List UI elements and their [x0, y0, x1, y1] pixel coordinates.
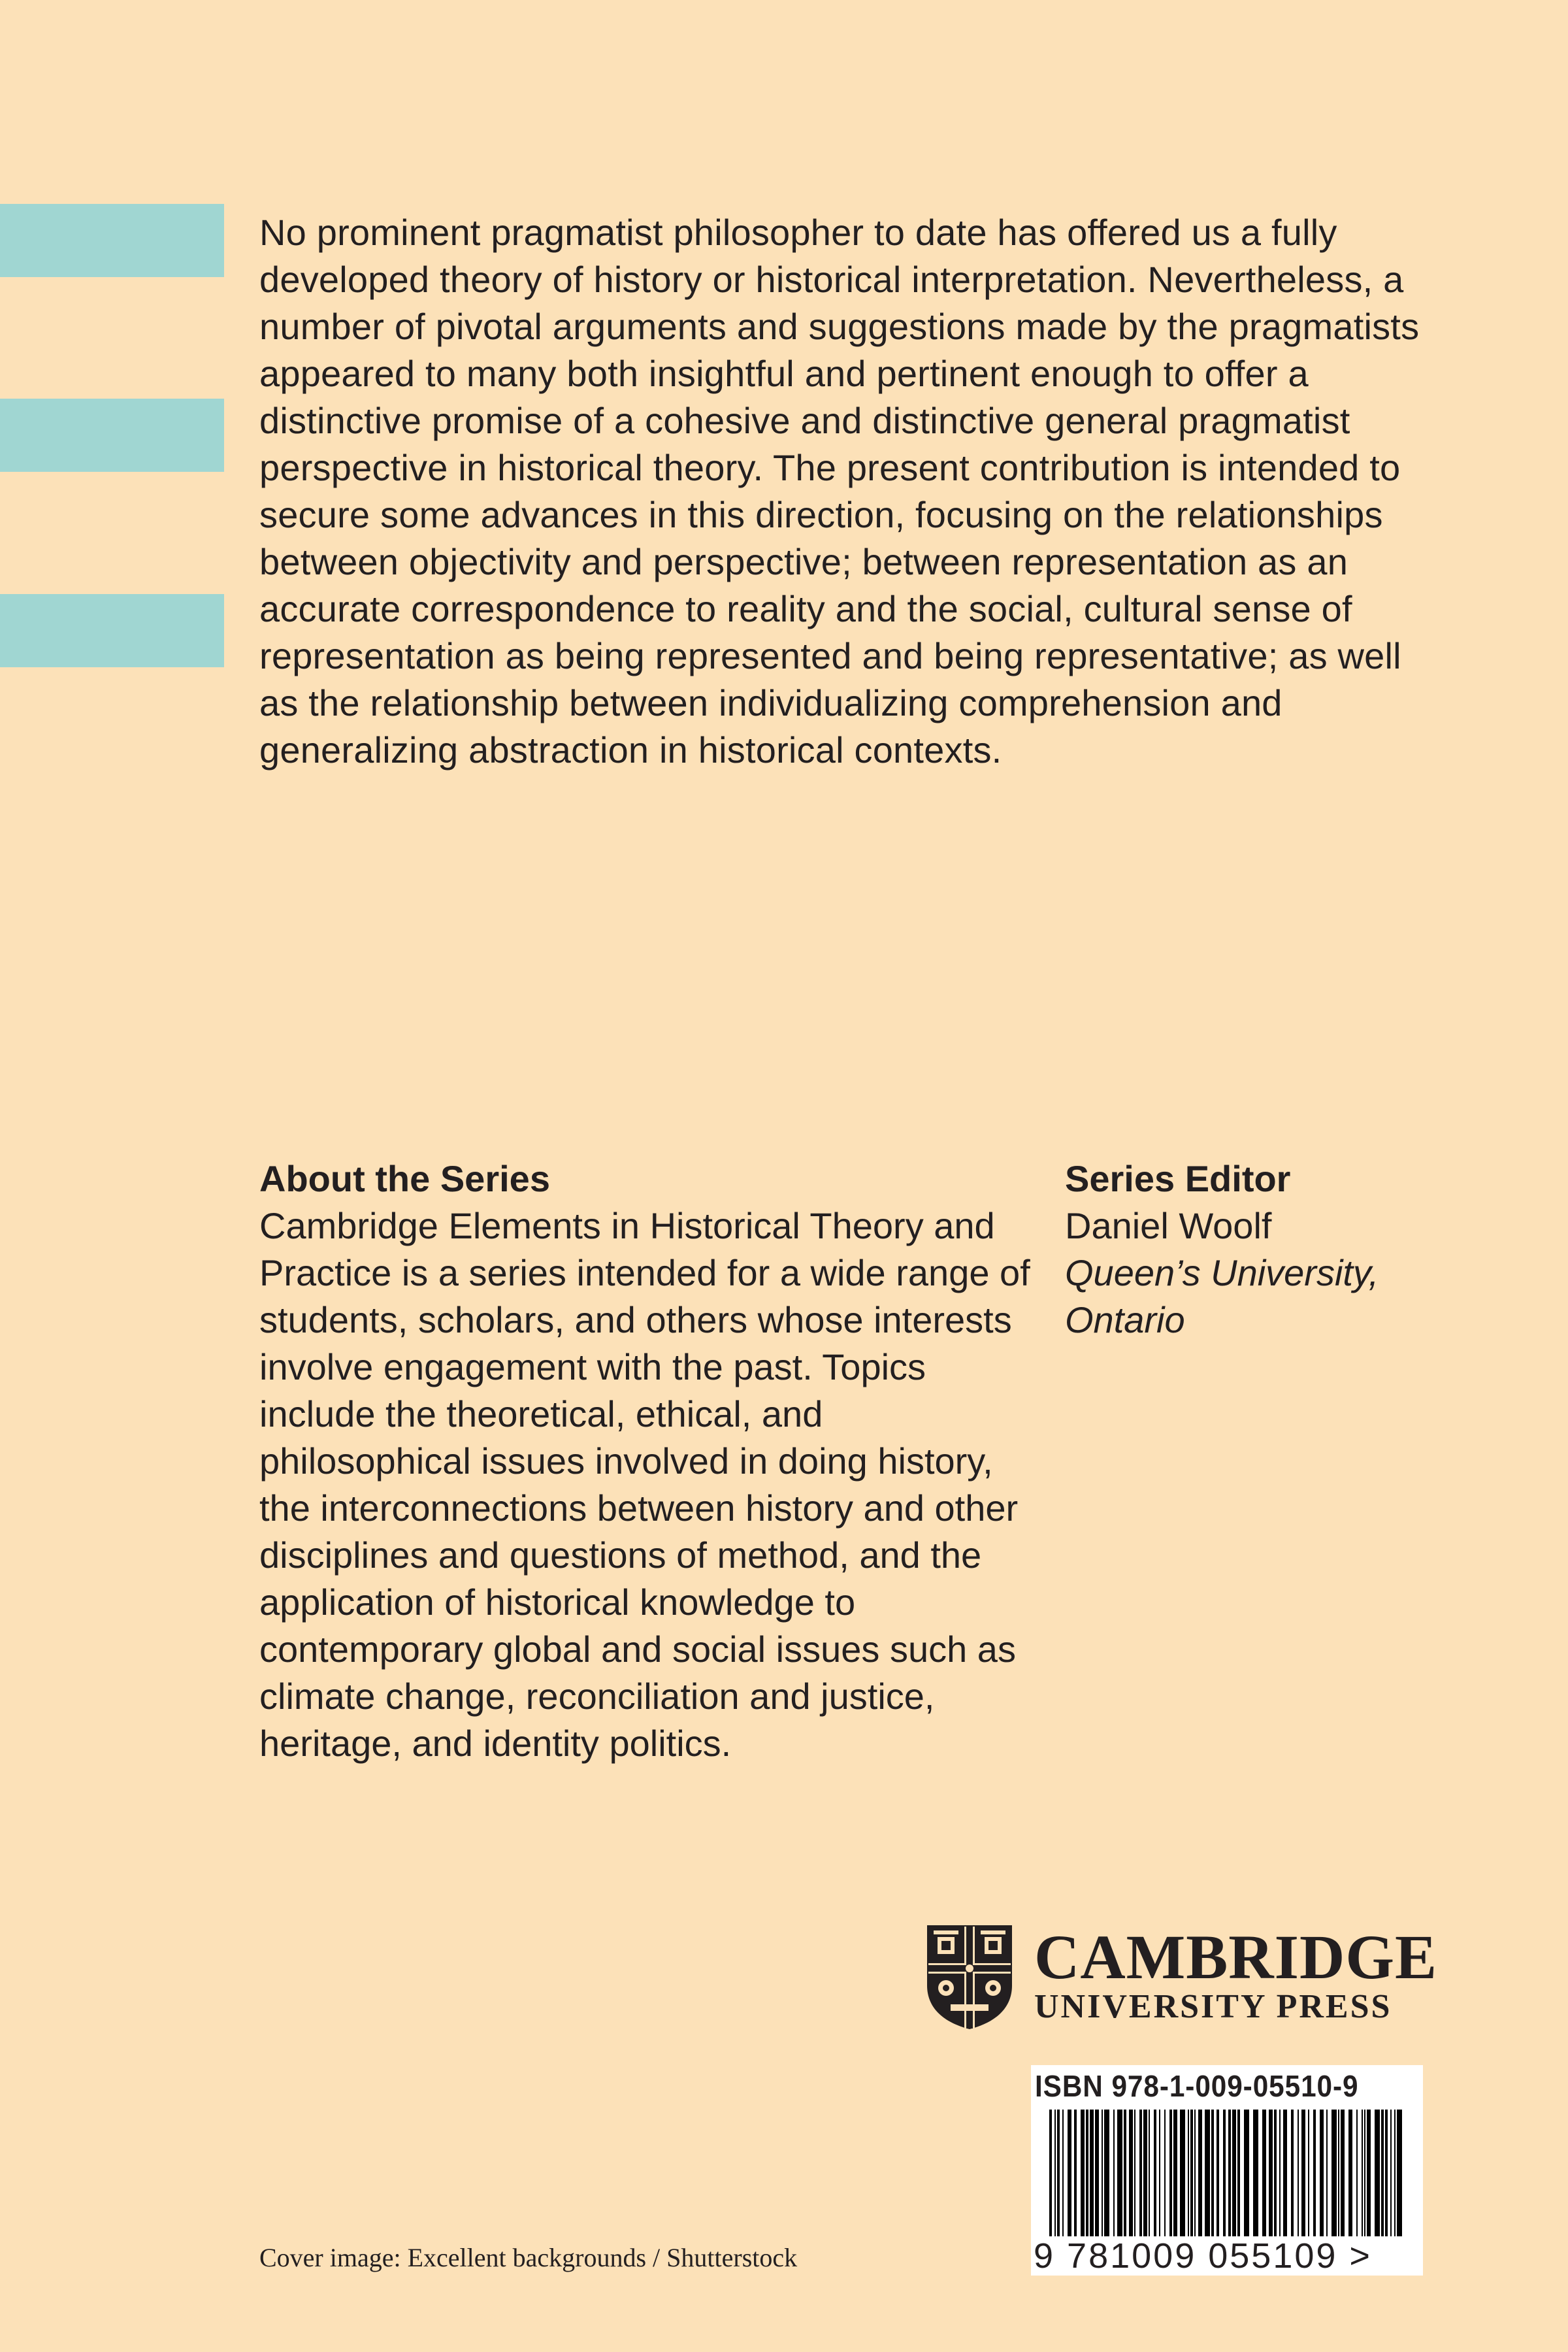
editor-affiliation-line2: Ontario — [1065, 1299, 1185, 1340]
about-heading: About the Series — [259, 1158, 550, 1199]
publisher-logo — [924, 1923, 1437, 2031]
barcode-bars — [1049, 2110, 1402, 2236]
cambridge-shield-icon — [924, 1923, 1015, 2031]
editor-name: Daniel Woolf — [1065, 1205, 1272, 1246]
editor-affiliation-line1: Queen’s University, — [1065, 1252, 1379, 1293]
isbn-barcode — [1031, 2065, 1423, 2276]
about-the-series — [259, 1155, 1043, 1767]
publisher-name-line2: UNIVERSITY PRESS — [1034, 1988, 1392, 2025]
editor-heading: Series Editor — [1065, 1158, 1291, 1199]
accent-band-bottom — [0, 594, 224, 667]
isbn-label: ISBN 978-1-009-05510-9 — [1035, 2069, 1359, 2103]
accent-band-top — [0, 204, 224, 277]
about-text: Cambridge Elements in Historical Theory and Practice is a series intended for a wide range of students, scholars, and others whose interests involve engagement with the past. Topics include the theoretical, ethical, and philosophical issues involved in doing history, the interconnections between history and other disciplines and questions of method, and the application of historical knowledge to contemporary global and social issues such as climate change, reconciliation and justice, heritage, and identity politics. — [259, 1205, 1030, 1764]
cover-image-credit: Cover image: Excellent backgrounds / Shutterstock — [259, 2243, 798, 2272]
book-blurb: No prominent pragmatist philosopher to date has offered us a fully developed theory of history or historical interpretation. Nevertheless, a number of pivotal arguments and suggestions made by the pragmatists appeared to many both insightful and pertinent enough to offer a distinctive promise of a cohesive and distinctive general pragmatist perspective in historical theory. The present contribution is intended to secure some advances in this direction, focusing on the relationships between objectivity and perspective; between representation as an accurate correspondence to reality and the social, cultural sense of representation as being represented and being representative; as well as the relationship between individualizing comprehension and generalizing abstraction in historical contexts. — [259, 212, 1420, 770]
accent-band-middle — [0, 399, 224, 472]
series-editor — [1065, 1155, 1509, 1344]
barcode-digits: 9 781009 055109 > — [1034, 2236, 1372, 2276]
publisher-name-line1: CAMBRIDGE — [1034, 1922, 1438, 1992]
